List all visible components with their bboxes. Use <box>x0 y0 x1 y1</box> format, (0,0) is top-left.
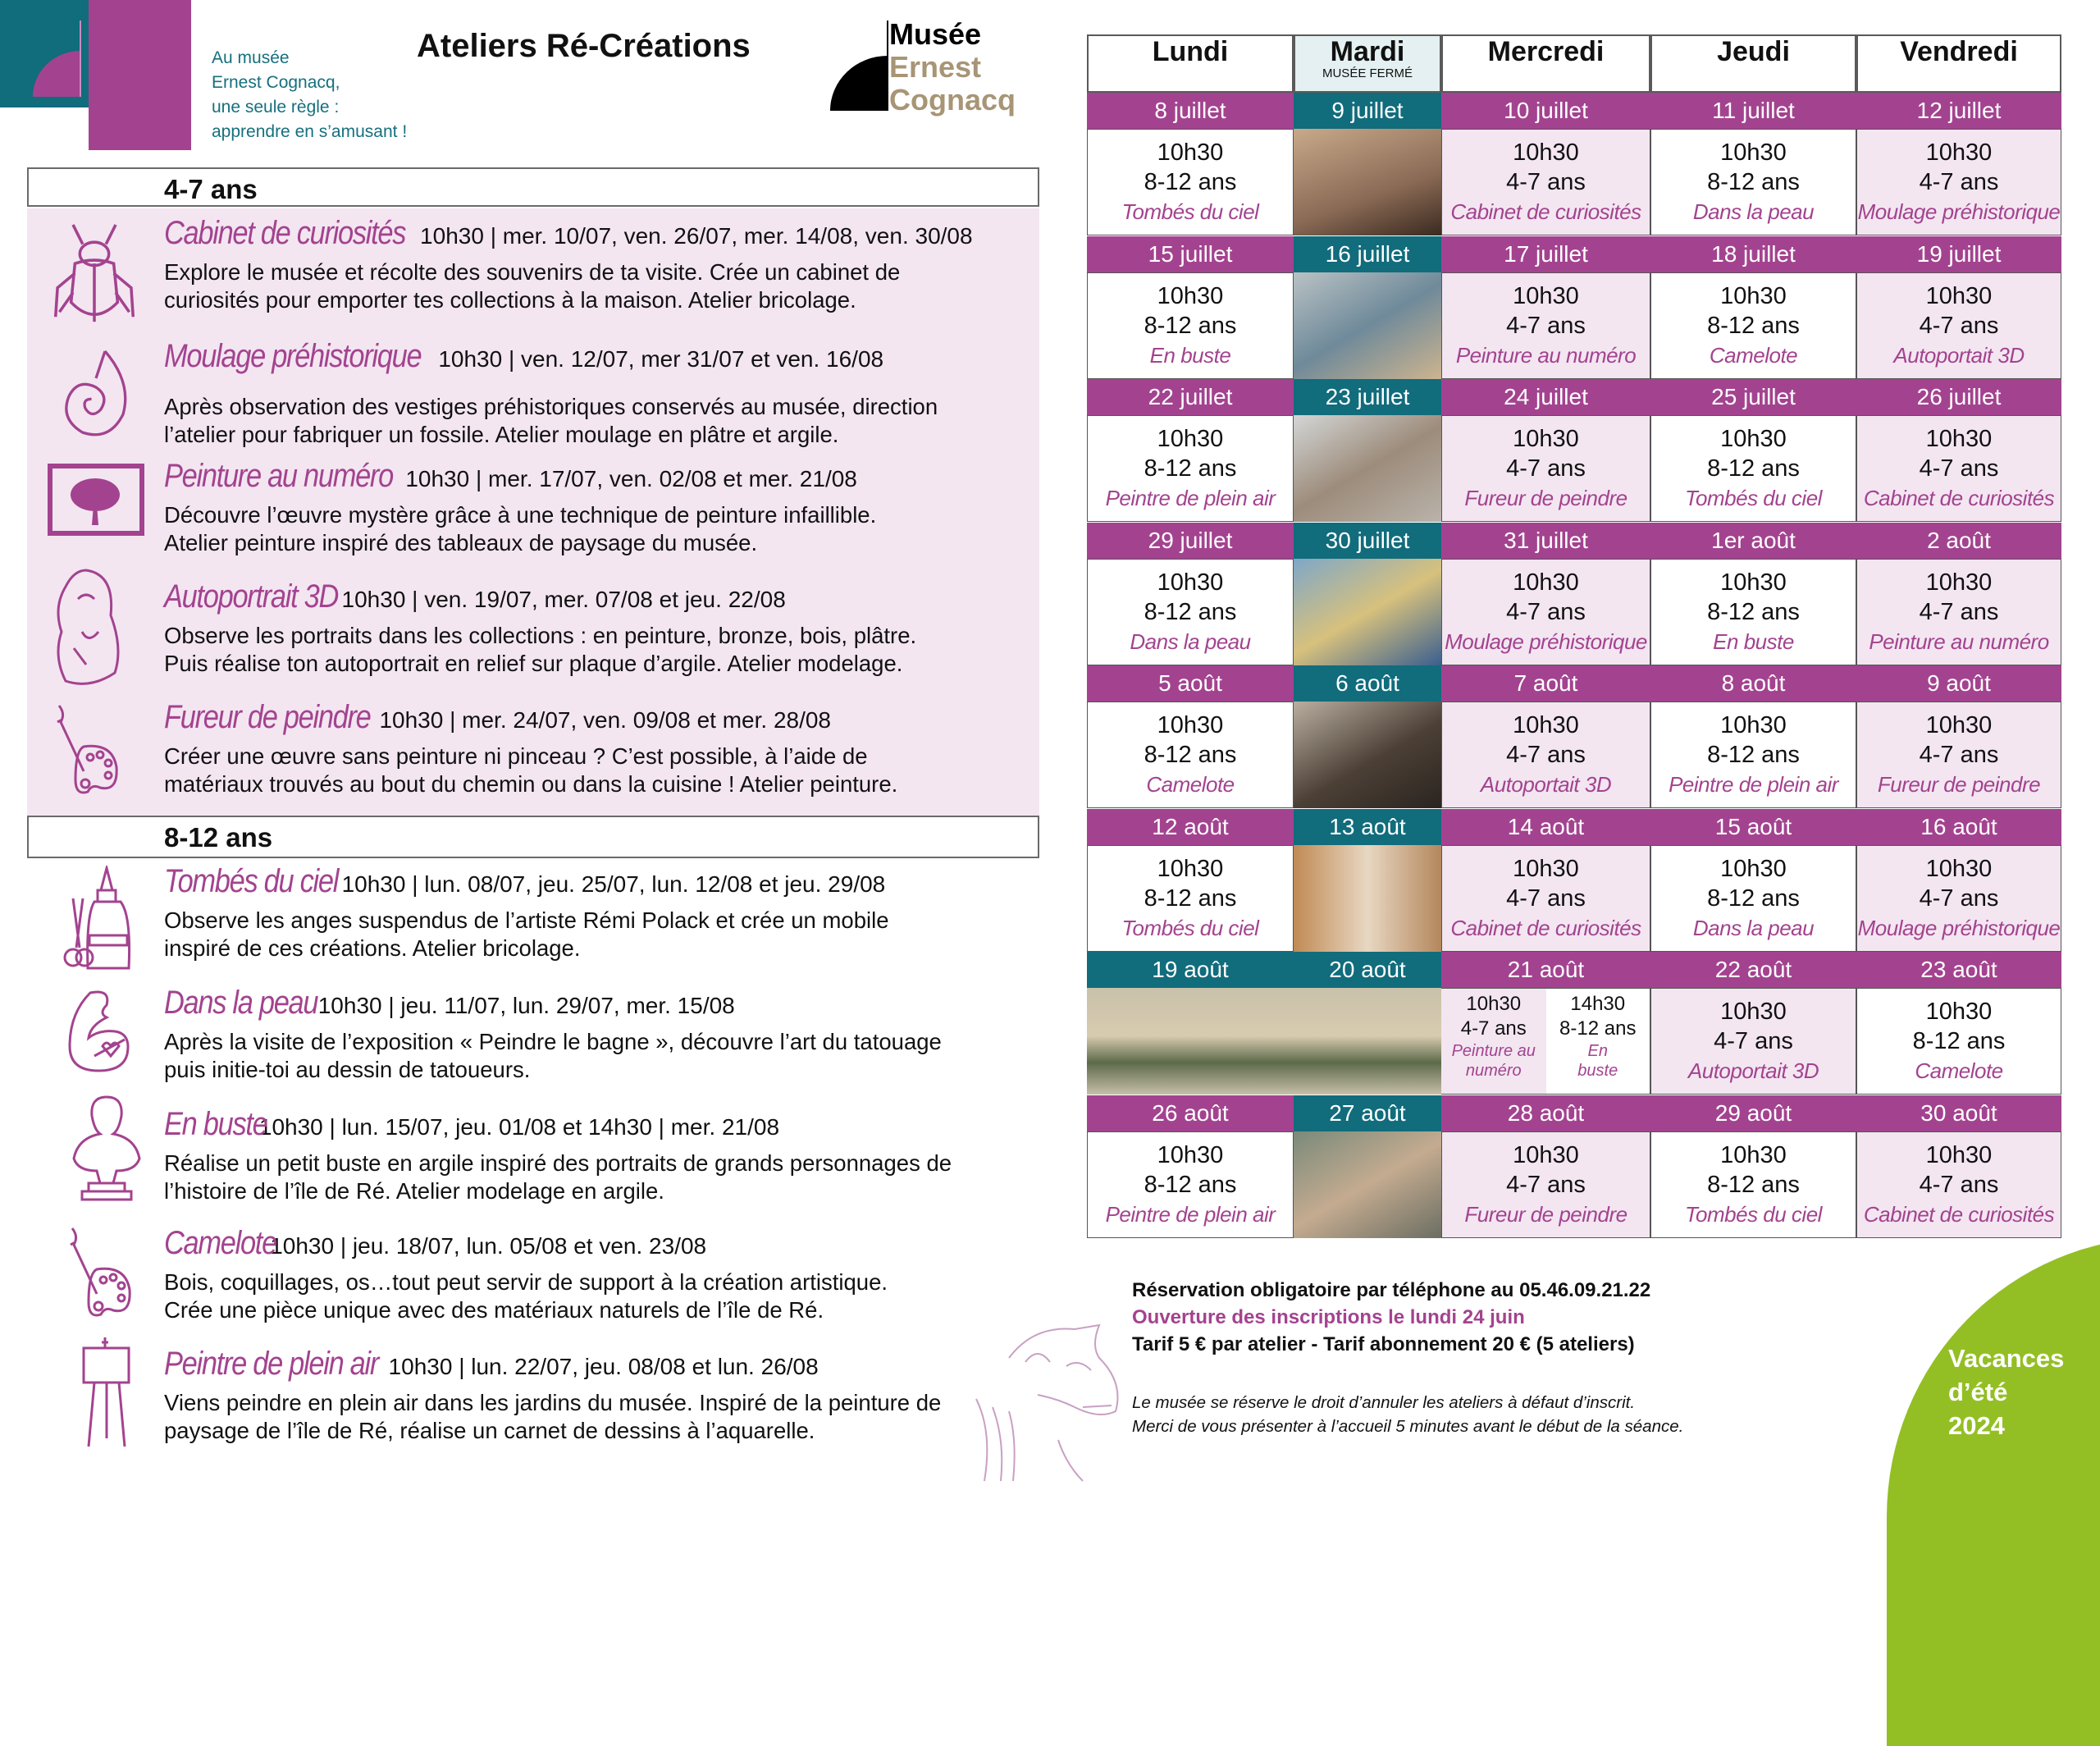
slot-title: Autoportait 3D <box>1480 772 1612 797</box>
slot-title: Peintre de plein air <box>1105 1201 1276 1227</box>
atelier-desc: inspiré de ces créations. Atelier bricolage. <box>164 935 581 961</box>
workshop-slot <box>1087 415 1294 522</box>
slot-age: 8-12 ans <box>1144 455 1237 482</box>
atelier-camelote <box>164 1225 1050 1324</box>
workshop-slot <box>1087 272 1294 379</box>
slot-title: numéro <box>1465 1062 1522 1080</box>
registration-opening: Ouverture des inscriptions le lundi 24 juin <box>1132 1306 1525 1328</box>
atelier-name: Moulage préhistorique <box>164 338 422 374</box>
workshop-slot <box>1650 415 1856 522</box>
slot-time: 10h30 <box>1157 712 1224 738</box>
clay-modeling-photo <box>1294 702 1441 808</box>
slot-time: 10h30 <box>1720 712 1787 738</box>
workshop-slot <box>1441 272 1650 379</box>
workshop-slot <box>1441 702 1650 808</box>
atelier-peinture-au-numero <box>164 458 1050 557</box>
atelier-desc: puis initie-toi au dessin de tatoueurs. <box>164 1057 531 1082</box>
workshop-slot <box>1856 845 2061 952</box>
slot-time: 10h30 <box>1720 282 1787 309</box>
atelier-schedule: 10h30 | mer. 24/07, ven. 09/08 et mer. 28/08 <box>379 707 832 733</box>
date-label: 27 août <box>1294 1095 1441 1131</box>
slot-age: 8-12 ans <box>1707 1171 1800 1198</box>
workshop-slot <box>1856 129 2061 235</box>
day-header-vendredi <box>1856 34 2061 93</box>
date-label: 30 août <box>1856 1095 2061 1131</box>
atelier-schedule: 10h30 | jeu. 11/07, lun. 29/07, mer. 15/08 <box>317 993 735 1018</box>
atelier-name: Fureur de peindre <box>164 699 371 735</box>
date-label: 12 juillet <box>1856 93 2061 129</box>
atelier-desc: Créer une œuvre sans peinture ni pinceau ? C’est possible, à l’aide de <box>164 743 868 769</box>
atelier-desc: Découvre l’œuvre mystère grâce à une technique de peinture infaillible. <box>164 502 877 528</box>
tagline-line: Ernest Cognacq, <box>212 73 340 92</box>
date-label: 15 août <box>1650 809 1856 845</box>
bust-icon <box>66 1093 148 1204</box>
date-label: 22 août <box>1650 952 1856 988</box>
slot-time: 10h30 <box>1513 855 1579 882</box>
slot-age: 4-7 ans <box>1714 1028 1793 1054</box>
slot-age: 4-7 ans <box>1919 455 1999 482</box>
date-label: 19 juillet <box>1856 236 2061 272</box>
tagline <box>212 46 407 144</box>
section-header-4-7 <box>27 167 1039 207</box>
atelier-desc: l’histoire de l’île de Ré. Atelier modelage en argile. <box>164 1178 664 1204</box>
slot-title: Dans la peau <box>1130 628 1251 654</box>
slot-age: 8-12 ans <box>1144 742 1237 768</box>
slot-time: 10h30 <box>1157 1141 1224 1168</box>
slot-title: Tombés du ciel <box>1685 1201 1822 1227</box>
slot-title: Cabinet de curiosités <box>1450 915 1641 940</box>
reservation-phone: Réservation obligatoire par téléphone au 05.46.09.21.22 <box>1132 1279 1651 1301</box>
atelier-schedule: 10h30 | lun. 15/07, jeu. 01/08 et 14h30 | mer. 21/08 <box>258 1114 780 1140</box>
date-label: 9 août <box>1856 665 2061 702</box>
atelier-desc: Viens peindre en plein air dans les jardins du musée. Inspiré de la peinture de <box>164 1390 942 1415</box>
workshop-slot <box>1087 129 1294 235</box>
slot-age: 4-7 ans <box>1460 1017 1527 1040</box>
atelier-desc: Réalise un petit buste en argile inspiré des portraits de grands personnages de <box>164 1150 952 1176</box>
slot-time: 10h30 <box>1513 1141 1579 1168</box>
slot-title: Dans la peau <box>1692 915 1815 940</box>
slot-title: Fureur de peindre <box>1464 1201 1628 1227</box>
date-label: 10 juillet <box>1441 93 1650 129</box>
slot-title: Tombés du ciel <box>1121 915 1259 940</box>
slot-title: En buste <box>1713 628 1794 654</box>
date-label: 21 août <box>1441 952 1650 988</box>
section-header-8-12 <box>27 816 1039 858</box>
atelier-en-buste <box>164 1106 1050 1205</box>
date-label: 8 août <box>1650 665 1856 702</box>
atelier-desc: curiosités pour emporter tes collections à la maison. Atelier bricolage. <box>164 287 856 313</box>
workshop-slot <box>1650 272 1856 379</box>
day-header-mardi <box>1294 34 1441 93</box>
slot-time: 10h30 <box>1157 139 1224 166</box>
workshop-slot <box>1856 1131 2061 1238</box>
day-header-jeudi <box>1650 34 1856 93</box>
slot-title: Cabinet de curiosités <box>1450 199 1641 224</box>
workshop-slot <box>1856 702 2061 808</box>
museum-logo <box>889 18 1016 117</box>
day-label: Vendredi <box>1900 36 2018 67</box>
atelier-desc: Crée une pièce unique avec des matériaux naturels de l’île de Ré. <box>164 1297 824 1323</box>
date-label: 24 juillet <box>1441 379 1650 415</box>
reservation-info <box>1132 1277 1650 1358</box>
slot-age: 4-7 ans <box>1506 455 1586 482</box>
day-label: Mercredi <box>1487 36 1605 67</box>
palette-brush-icon <box>64 1224 146 1323</box>
slot-age: 4-7 ans <box>1506 312 1586 339</box>
slot-age: 4-7 ans <box>1919 884 1999 912</box>
slot-age: 8-12 ans <box>1707 598 1800 625</box>
slot-age: 8-12 ans <box>1144 169 1237 195</box>
palette-brush-icon <box>51 702 133 800</box>
slot-title: Cabinet de curiosités <box>1863 486 2055 510</box>
slot-time: 10h30 <box>1925 712 1993 738</box>
slot-time: 10h30 <box>1157 855 1224 882</box>
slot-time: 10h30 <box>1925 1141 1993 1168</box>
date-label: 23 juillet <box>1294 379 1441 415</box>
atelier-fureur-de-peindre <box>164 699 1050 798</box>
slot-time: 10h30 <box>1466 993 1522 1015</box>
day-header-mercredi <box>1441 34 1650 93</box>
date-label: 19 août <box>1087 952 1294 988</box>
slot-age: 4-7 ans <box>1919 598 1999 625</box>
slot-age: 8-12 ans <box>1144 884 1237 912</box>
date-label: 16 août <box>1856 809 2061 845</box>
date-label: 20 août <box>1294 952 1441 988</box>
slot-time: 10h30 <box>1513 282 1579 309</box>
slot-time: 10h30 <box>1513 426 1579 452</box>
workshop-slot <box>1856 988 2061 1095</box>
season-badge <box>1948 1341 2064 1442</box>
workshop-slot <box>1650 702 1856 808</box>
date-label: 16 juillet <box>1294 236 1441 272</box>
atelier-name: Peinture au numéro <box>164 458 393 494</box>
date-label: 29 août <box>1650 1095 1856 1131</box>
slot-time: 10h30 <box>1513 569 1579 596</box>
workshop-slot <box>1441 415 1650 522</box>
museum-logo-line2: Ernest <box>889 50 982 84</box>
date-label: 6 août <box>1294 665 1441 702</box>
workshop-slot <box>1441 1131 1650 1238</box>
workshop-slot <box>1856 415 2061 522</box>
date-label: 30 juillet <box>1294 523 1441 559</box>
fossils-photo <box>1294 415 1441 522</box>
workshop-slot <box>1087 702 1294 808</box>
slot-title: En <box>1587 1042 1608 1060</box>
slot-time: 10h30 <box>1513 712 1579 738</box>
date-label: 8 juillet <box>1087 93 1294 129</box>
atelier-cabinet-de-curiosites <box>164 215 1050 314</box>
date-label: 1er août <box>1650 523 1856 559</box>
workshop-slot <box>1650 559 1856 665</box>
slot-age: 4-7 ans <box>1919 169 1999 195</box>
atelier-name: Autoportrait 3D <box>164 578 339 615</box>
tagline-line: Au musée <box>212 48 290 67</box>
atelier-desc: Puis réalise ton autoportrait en relief sur plaque d’argile. Atelier modelage. <box>164 651 903 676</box>
slot-title: Peintre de plein air <box>1669 772 1838 797</box>
slot-age: 8-12 ans <box>1707 312 1800 339</box>
slot-age: 4-7 ans <box>1506 742 1586 768</box>
disclaimer-line: Le musée se réserve le droit d’annuler les ateliers à défaut d’inscrit. <box>1132 1393 1636 1412</box>
decorative-purple-block <box>89 0 191 150</box>
atelier-tombes-du-ciel <box>164 863 1050 962</box>
slot-age: 8-12 ans <box>1144 598 1237 625</box>
date-label: 26 août <box>1087 1095 1294 1131</box>
slot-age: 4-7 ans <box>1506 169 1586 195</box>
slot-time: 14h30 <box>1570 993 1626 1015</box>
workshop-slot <box>1650 845 1856 952</box>
slot-title: Camelote <box>1709 342 1798 368</box>
atelier-moulage-prehistorique <box>164 338 1050 449</box>
slot-age: 8-12 ans <box>1912 1028 2006 1054</box>
atelier-name: Cabinet de curiosités <box>164 215 406 251</box>
slot-title: Tombés du ciel <box>1121 199 1259 224</box>
atelier-name: Peintre de plein air <box>164 1346 379 1382</box>
slot-title: Peintre de plein air <box>1105 486 1276 510</box>
date-label: 28 août <box>1441 1095 1650 1131</box>
portrait-relief-icon <box>49 566 131 689</box>
slot-title: Moulage préhistorique <box>1857 915 2061 940</box>
day-label: Mardi <box>1330 36 1405 67</box>
slot-age: 4-7 ans <box>1919 742 1999 768</box>
atelier-desc: Après observation des vestiges préhistoriques conservés au musée, direction <box>164 394 938 419</box>
slot-time: 10h30 <box>1720 426 1787 452</box>
slot-time: 10h30 <box>1720 1141 1787 1168</box>
atelier-name: Dans la peau <box>164 985 318 1021</box>
date-label: 2 août <box>1856 523 2061 559</box>
slot-title: En buste <box>1149 342 1231 368</box>
slot-time: 10h30 <box>1720 855 1787 882</box>
badge-line: Vacances <box>1948 1344 2065 1373</box>
workshop-slot <box>1087 845 1294 952</box>
date-label: 31 juillet <box>1441 523 1650 559</box>
museum-garden-photo <box>1087 988 1441 1095</box>
calendar-grid <box>1087 34 2061 1241</box>
slot-age: 4-7 ans <box>1506 884 1586 912</box>
slot-title: Fureur de peindre <box>1877 772 2041 797</box>
date-label: 12 août <box>1087 809 1294 845</box>
slot-title: Moulage préhistorique <box>1445 628 1647 654</box>
hanging-angels-mobile-photo <box>1294 129 1441 235</box>
slot-title: Tombés du ciel <box>1685 486 1822 510</box>
atelier-schedule: 10h30 | lun. 22/07, jeu. 08/08 et lun. 26/08 <box>388 1354 819 1379</box>
glue-scissors-icon <box>62 866 144 972</box>
atelier-schedule: 10h30 | ven. 12/07, mer 31/07 et ven. 16/08 <box>438 346 884 372</box>
decorative-line <box>80 21 81 97</box>
slot-title: buste <box>1577 1062 1618 1080</box>
workshop-slot <box>1087 1131 1294 1238</box>
section-age-label: 4-7 ans <box>164 174 258 204</box>
tagline-line: apprendre en s’amusant ! <box>212 122 408 141</box>
framed-tree-icon <box>48 464 144 536</box>
museum-logo-line1: Musée <box>889 17 982 51</box>
date-label: 7 août <box>1441 665 1650 702</box>
date-label: 15 juillet <box>1087 236 1294 272</box>
workshop-slot <box>1650 129 1856 235</box>
slot-time: 10h30 <box>1513 139 1579 166</box>
slot-time: 10h30 <box>1720 569 1787 596</box>
slot-title: Camelote <box>1915 1058 2003 1083</box>
slot-time: 10h30 <box>1925 569 1993 596</box>
slot-time: 10h30 <box>1157 569 1224 596</box>
tattooed-convict-painting-photo <box>1294 1131 1441 1238</box>
atelier-schedule: 10h30 | jeu. 18/07, lun. 05/08 et ven. 23/08 <box>270 1233 707 1259</box>
atelier-desc: Bois, coquillages, os…tout peut servir de support à la création artistique. <box>164 1269 888 1295</box>
workshop-slot <box>1441 129 1650 235</box>
date-label: 9 juillet <box>1294 93 1441 129</box>
workshop-slot <box>1441 988 1546 1095</box>
workshop-slot <box>1650 1131 1856 1238</box>
atelier-desc: Atelier peinture inspiré des tableaux de paysage du musée. <box>164 530 758 555</box>
atelier-desc: Observe les anges suspendus de l’artiste Rémi Polack et crée un mobile <box>164 907 889 933</box>
atelier-desc: Après la visite de l’exposition « Peindre le bagne », découvre l’art du tatouage <box>164 1029 942 1054</box>
beetle-icon <box>45 220 144 327</box>
slot-title: Dans la peau <box>1692 199 1815 224</box>
slot-time: 10h30 <box>1157 282 1224 309</box>
slot-age: 4-7 ans <box>1919 1171 1999 1198</box>
slot-age: 8-12 ans <box>1707 884 1800 912</box>
date-label: 26 juillet <box>1856 379 2061 415</box>
atelier-schedule: 10h30 | ven. 19/07, mer. 07/08 et jeu. 22/08 <box>341 587 786 612</box>
workshop-slot <box>1546 988 1651 1095</box>
workshop-slot <box>1856 559 2061 665</box>
slot-time: 10h30 <box>1925 999 1993 1025</box>
date-label: 17 juillet <box>1441 236 1650 272</box>
slot-age: 4-7 ans <box>1506 1171 1586 1198</box>
workshop-slot <box>1650 988 1856 1095</box>
slot-age: 8-12 ans <box>1144 312 1237 339</box>
slot-age: 4-7 ans <box>1919 312 1999 339</box>
atelier-schedule: 10h30 | mer. 17/07, ven. 02/08 et mer. 21/08 <box>405 466 857 491</box>
slot-title: Peinture au numéro <box>1869 628 2049 654</box>
workshop-slot <box>1856 272 2061 379</box>
slot-age: 4-7 ans <box>1506 598 1586 625</box>
day-label: Lundi <box>1152 36 1229 67</box>
day-header-lundi <box>1087 34 1294 93</box>
slot-age: 8-12 ans <box>1707 169 1800 195</box>
atelier-dans-la-peau <box>164 985 1050 1084</box>
curiosity-cabinet-photo <box>1294 845 1441 952</box>
date-label: 18 juillet <box>1650 236 1856 272</box>
date-label: 29 juillet <box>1087 523 1294 559</box>
slot-title: Autoportait 3D <box>1687 1058 1819 1083</box>
atelier-schedule: 10h30 | mer. 10/07, ven. 26/07, mer. 14/08, ven. 30/08 <box>420 223 973 249</box>
watercolor-painting-photo <box>1294 559 1441 665</box>
museum-logo-quarter-icon <box>830 56 888 111</box>
slot-time: 10h30 <box>1925 282 1993 309</box>
date-label: 22 juillet <box>1087 379 1294 415</box>
museum-closed-label: MUSÉE FERMÉ <box>1322 66 1413 80</box>
museum-logo-line3: Cognacq <box>889 83 1016 117</box>
tagline-line: une seule règle : <box>212 98 340 117</box>
slot-title: Cabinet de curiosités <box>1863 1201 2055 1227</box>
slot-time: 10h30 <box>1720 139 1787 166</box>
chimera-sketch-icon <box>960 1309 1148 1485</box>
slot-age: 8-12 ans <box>1707 455 1800 482</box>
slot-title: Peinture au <box>1451 1042 1536 1060</box>
slot-title: Autoportait 3D <box>1893 342 2025 368</box>
atelier-name: Tombés du ciel <box>164 863 339 899</box>
page-title: Ateliers Ré-Créations <box>417 28 751 64</box>
date-label: 23 août <box>1856 952 2061 988</box>
slot-time: 10h30 <box>1157 426 1224 452</box>
atelier-autoportrait-3d <box>164 578 1050 678</box>
ammonite-icon <box>51 343 141 450</box>
slot-title: Camelote <box>1146 772 1235 797</box>
pricing: Tarif 5 € par atelier - Tarif abonnement 20 € (5 ateliers) <box>1132 1333 1635 1355</box>
workshop-slot <box>1441 845 1650 952</box>
atelier-peintre-de-plein-air <box>164 1346 1050 1445</box>
disclaimer <box>1132 1391 1683 1438</box>
slot-age: 8-12 ans <box>1559 1017 1637 1040</box>
atelier-desc: paysage de l’île de Ré, réalise un carnet de dessins à l’aquarelle. <box>164 1418 815 1443</box>
slot-time: 10h30 <box>1925 426 1993 452</box>
atelier-desc: Explore le musée et récolte des souvenirs de ta visite. Crée un cabinet de <box>164 259 901 285</box>
slot-age: 8-12 ans <box>1707 742 1800 768</box>
atelier-desc: Observe les portraits dans les collections : en peinture, bronze, bois, plâtre. <box>164 623 917 648</box>
atelier-desc: matériaux trouvés au bout du chemin ou dans la cuisine ! Atelier peinture. <box>164 771 898 797</box>
date-label: 25 juillet <box>1650 379 1856 415</box>
workshop-slot <box>1441 559 1650 665</box>
date-label: 11 juillet <box>1650 93 1856 129</box>
atelier-desc: l’atelier pour fabriquer un fossile. Atelier moulage en plâtre et argile. <box>164 422 839 447</box>
atelier-name: Camelote <box>164 1225 276 1261</box>
day-label: Jeudi <box>1717 36 1790 67</box>
slot-title: Fureur de peindre <box>1464 486 1628 510</box>
date-label: 5 août <box>1087 665 1294 702</box>
date-label: 13 août <box>1294 809 1441 845</box>
slot-title: Peinture au numéro <box>1455 342 1637 368</box>
badge-line: d’été <box>1948 1378 2008 1406</box>
date-label: 14 août <box>1441 809 1650 845</box>
atelier-schedule: 10h30 | lun. 08/07, jeu. 25/07, lun. 12/08 et jeu. 29/08 <box>341 871 886 897</box>
atelier-name: En buste <box>164 1106 267 1142</box>
slot-time: 10h30 <box>1925 855 1993 882</box>
children-painting-photo <box>1294 272 1441 379</box>
slot-time: 10h30 <box>1720 999 1787 1025</box>
disclaimer-line: Merci de vous présenter à l’accueil 5 minutes avant le début de la séance. <box>1132 1417 1684 1436</box>
tattooed-arm-icon <box>66 989 148 1079</box>
section-age-label: 8-12 ans <box>164 822 273 852</box>
workshop-slot <box>1087 559 1294 665</box>
slot-age: 8-12 ans <box>1144 1171 1237 1198</box>
slot-time: 10h30 <box>1925 139 1993 166</box>
badge-line: 2024 <box>1948 1411 2005 1440</box>
season-badge-shape <box>1887 1237 2100 1746</box>
museum-logo-line <box>887 21 888 111</box>
slot-title: Moulage préhistorique <box>1857 199 2061 224</box>
easel-icon <box>74 1336 139 1451</box>
